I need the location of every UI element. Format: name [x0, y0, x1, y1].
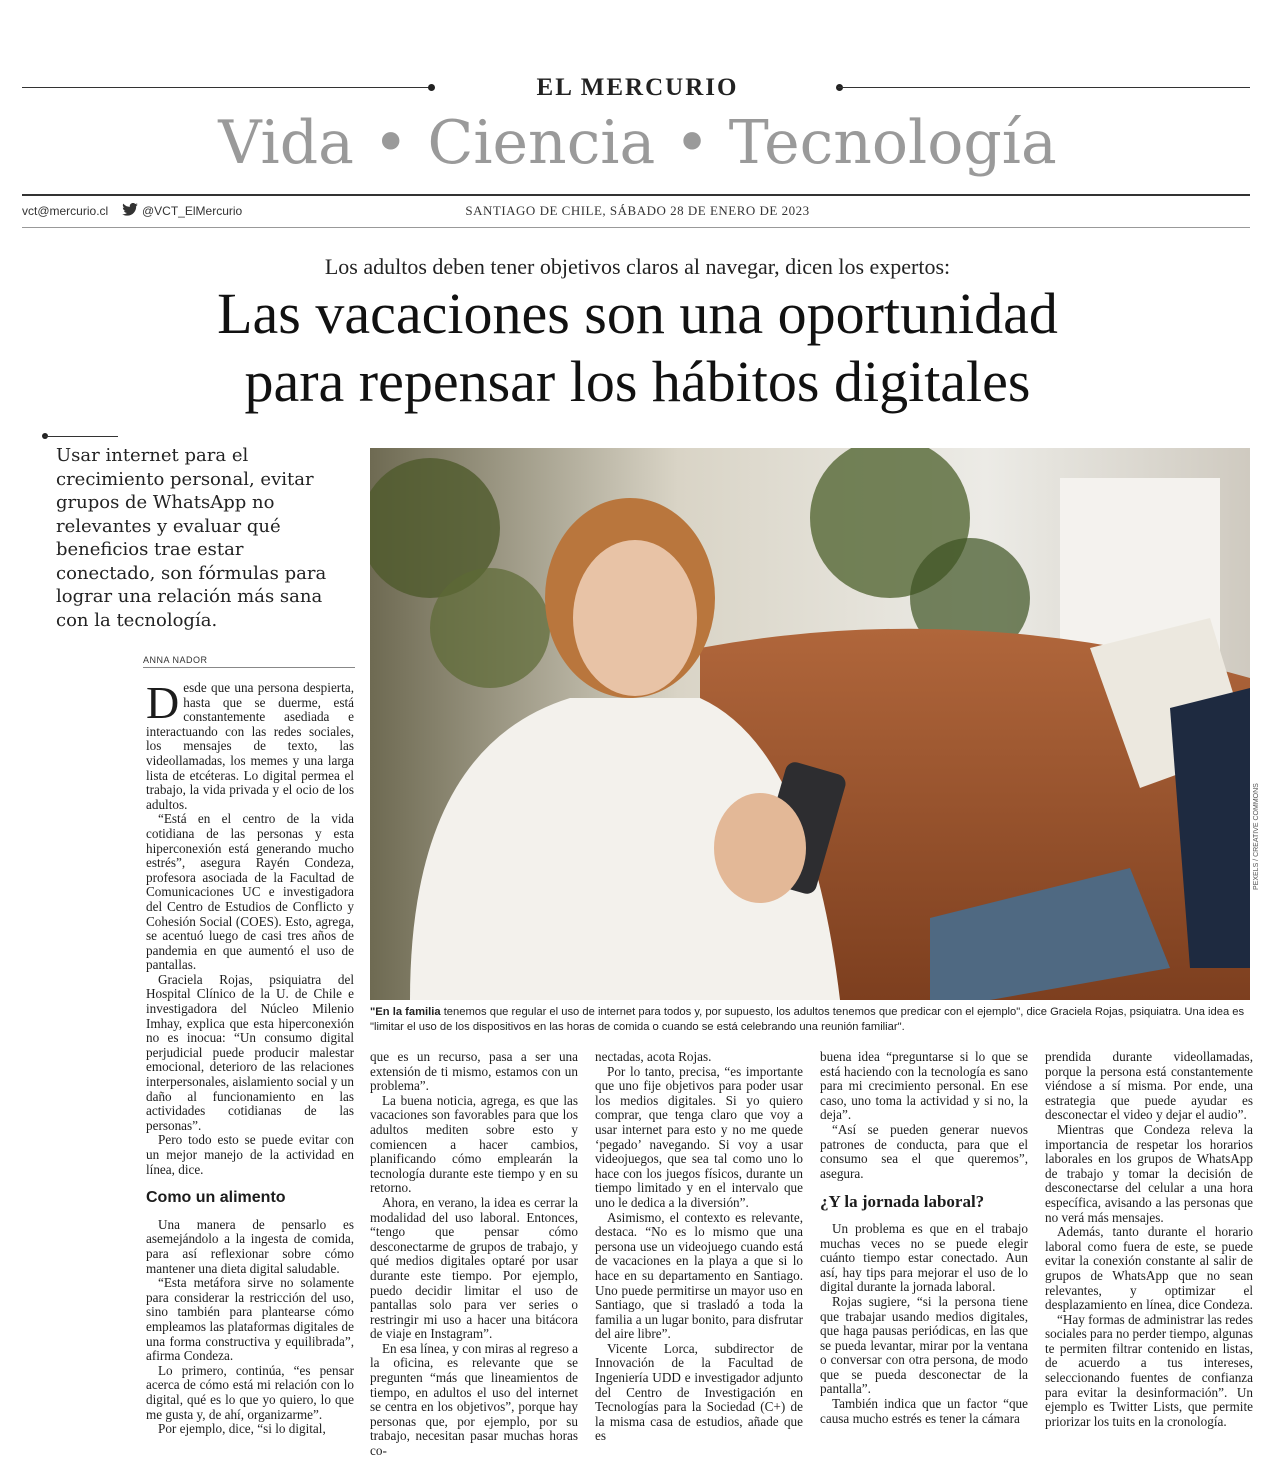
contact-email[interactable]: vct@mercurio.cl	[22, 204, 109, 218]
col4-paragraph-3: Un problema es que en el trabajo muchas veces no se puede elegir cuánto tiempo estar conectado. Aun así, hay tips para mejorar el uso de lo digital durante la jornada laboral.	[820, 1220, 1028, 1295]
col2-paragraph-1: que es un recurso, pasa a ser una extensión de ti mismo, estamos con un problema”.	[370, 1049, 578, 1094]
col3-paragraph-3: Asimismo, el contexto es relevante, destaca. “No es lo mismo que una persona use un videojuego cuando está de vacaciones en la playa a que si lo hace en su departamento en Santiago. Uno puede permitirse un mayor uso en Santiago, que si trasladó a toda la familia a un lugar bonito, para disfrutar del aire libre”.	[595, 1209, 803, 1342]
col3-paragraph-4: Vicente Lorca, subdirector de Innovación de la Facultad de Ingeniería UDD e investigador adjunto del Centro de Investigación en Tecnologías para la Sociedad (C+) de la misma casa de estudios, añade que es	[595, 1340, 803, 1444]
col2-paragraph-2: La buena noticia, agrega, es que las vacaciones son favorables para que los adultos mediten sobre esto y comiencen a hacer cambios, planificando cómo emplearán la tecnología durante este tiempo y en su retorno.	[370, 1092, 578, 1196]
col5-paragraph-3: Además, tanto durante el horario laboral como fuera de este, se puede evitar la conexión constante al salir de grupos de WhatsApp que no sean relevantes, y optimizar el desplazamiento en línea, dice Condeza.	[1045, 1224, 1253, 1313]
col4-paragraph-2: “Así se pueden generar nuevos patrones de conducta, para que el consumo sea el que queremos”, asegura.	[820, 1121, 1028, 1181]
section-title: Vida • Ciencia • Tecnología	[218, 108, 1057, 178]
col5-paragraph-1: prendida durante videollamadas, porque la persona está constantemente viéndose a sí misma. Por ende, una estrategia que puede ayudar es desconectar el video y dejar el audio”.	[1045, 1049, 1253, 1123]
caption-lead: "En la familia	[370, 1006, 441, 1018]
headline-line-2: para repensar los hábitos digitales	[244, 349, 1031, 414]
section-rule-top	[22, 194, 1250, 196]
col4-paragraph-1: buena idea “preguntarse si lo que se está haciendo con la tecnología es sano para mi crecimiento personal. En ese caso, uno toma la actividad y si no, la deja”.	[820, 1049, 1028, 1123]
col4-paragraph-5: También indica que un factor “que causa mucho estrés es tener la cámara	[820, 1396, 1028, 1426]
col1-paragraph-8: Por ejemplo, dice, “si lo digital,	[158, 1421, 326, 1437]
headline-line-1: Las vacaciones son una oportunidad	[217, 281, 1058, 346]
col5-paragraph-4: “Hay formas de administrar las redes sociales para no perder tiempo, algunas te permiten filtrar contenido en listas, de acuerdo a tus intereses, seleccionando fuentes de confianza para evitar la desinformación”. Un ejemplo es Twitter Lists, que permite priorizar los tuits en la cronología.	[1045, 1311, 1253, 1429]
col1-paragraph-4: Pero todo esto se puede evitar con un mejor manejo de la actividad en línea, dice.	[146, 1132, 354, 1177]
col2-paragraph-3: Ahora, en verano, la idea es cerrar la modalidad del uso laboral. Entonces, “tengo que pensar cómo desconectarme de grupos de trabajo, y qué medios digitales optaré por usar durante este tiempo. Por ejemplo, puedo decidir limitar el uso de pantallas solo para ver series o restringir mi uso a hacer una bitácora de viaje en Instagram”.	[370, 1194, 578, 1342]
col1-paragraph-2: “Está en el centro de la vida cotidiana de las personas y esta hiperconexión está generando mucho estrés”, asegura Rayén Condeza, profesora asociada de la Facultad de Comunicaciones UC e investigadora del Centro de Estudios de Conflicto y Cohesión Social (COES). Esto, agrega, se acentuó luego de casi tres años de pandemia en que aumentó el uso de pantallas.	[146, 811, 354, 973]
article-column-5	[1045, 1050, 1253, 1429]
col1-paragraph-3: Graciela Rojas, psiquiatra del Hospital Clínico de la U. de Chile e investigadora del Núcleo Milenio Imhay, explica que esta hiperconexión no es inocua: “Un consumo digital perjudicial puede producir malestar emocional, deterioro de las relaciones interpersonales, aislamiento social y un daño al funcionamiento en las actividades cotidianas de las personas”.	[146, 971, 354, 1133]
article-headline	[0, 280, 1275, 416]
col1-paragraph-5: Una manera de pensarlo es asemejándolo a la ingesta de comida, para así reflexionar sobre cómo mantener una dieta digital saludable.	[146, 1216, 354, 1276]
article-column-2	[370, 1050, 578, 1459]
lead-rule	[44, 436, 118, 437]
col3-paragraph-2: Por lo tanto, precisa, “es importante que uno fije objetivos para poder usar los medios digitales. Si yo quiero comprar, que tenga claro que voy a usar internet para esto y no me quede ‘pegado’ navegando. Si voy a usar videojuegos, que sea tal como uno lo hace con los juegos físicos, durante un tiempo limitado y en el intervalo que uno le dedica a la diversión”.	[595, 1063, 803, 1210]
twitter-handle: @VCT_ElMercurio	[142, 204, 243, 218]
col1-paragraph-1: Desde que una persona despierta, hasta que se duerme, está constantemente asediada e interactuando con las redes sociales, los mensajes de texto, las videollamadas, los memes y una larga lista de etcéteras. Lo digital permea el trabajo, la vida privada y el ocio de los adultos.	[146, 677, 354, 812]
dateline: SANTIAGO DE CHILE, SÁBADO 28 DE ENERO DE 2023	[465, 203, 810, 218]
article-lead: Usar internet para el crecimiento personal, evitar grupos de WhatsApp no relevantes y evaluar qué beneficios trae estar conectado, son fórmulas para lograr una relación más sana con la tecnología.	[56, 445, 327, 631]
col4-paragraph-4: Rojas sugiere, “si la persona tiene que trabajar usando medios digitales, que haga pausas periódicas, en las que se pueda levantar, mirar por la ventana o conversar con otra persona, de modo que se pueda desconectar de la pantalla”.	[820, 1293, 1028, 1397]
photo-caption	[370, 1005, 1255, 1035]
article-kicker: Los adultos deben tener objetivos claros al navegar, dicen los expertos:	[324, 254, 951, 279]
col1-paragraph-6: “Esta metáfora sirve no solamente para considerar la restricción del uso, sino también para plantearse cómo empleamos las plataformas digitales de una forma constructiva y equilibrada”, afirma Condeza.	[146, 1275, 354, 1364]
section-rule-bottom	[22, 227, 1250, 228]
byline-rule	[143, 667, 355, 668]
article-column-4	[820, 1050, 1028, 1426]
col1-paragraph-7: Lo primero, continúa, “es pensar acerca de cómo está mi relación con lo digital, qué es lo que yo quiero, lo que me gusta y, de ahí, organizarme”.	[146, 1362, 354, 1422]
drop-cap: D	[146, 677, 180, 728]
col5-paragraph-2: Mientras que Condeza releva la importancia de respetar los horarios laborales en los grupos de WhatsApp de trabajo y tomar la decisión de desconectarse del celular a una hora específica, avisando a las personas que no verá más mensajes.	[1045, 1121, 1253, 1225]
subhead-como-un-alimento: Como un alimento	[146, 1189, 286, 1207]
newspaper-name: EL MERCURIO	[536, 74, 739, 101]
col3-paragraph-1: nectadas, acota Rojas.	[595, 1049, 712, 1064]
caption-text: tenemos que regular el uso de internet para todos y, por supuesto, los adultos tenemos que predicar con el ejemplo", dice Graciela Rojas, psiquiatra. Una idea es "limitar el uso de los dispositivos en las horas de comida o cuando se está celebrando una reunión familiar".	[370, 1006, 1245, 1033]
article-column-1	[146, 677, 354, 1437]
article-column-3	[595, 1050, 803, 1444]
photo-credit: PEXELS / CREATIVE COMMONS	[1253, 783, 1260, 890]
subhead-jornada-laboral: ¿Y la jornada laboral?	[820, 1192, 985, 1212]
article-photo	[370, 448, 1250, 1000]
col2-paragraph-4: En esa línea, y con miras al regreso a la oficina, es relevante que se pregunten “más que lineamientos de tiempo, en adultos el uso del internet se centra en los objetivos”, porque hay personas que, por ejemplo, por su trabajo, necesitan pasar muchas horas co-	[370, 1340, 578, 1459]
byline: ANNA NADOR	[143, 655, 208, 665]
